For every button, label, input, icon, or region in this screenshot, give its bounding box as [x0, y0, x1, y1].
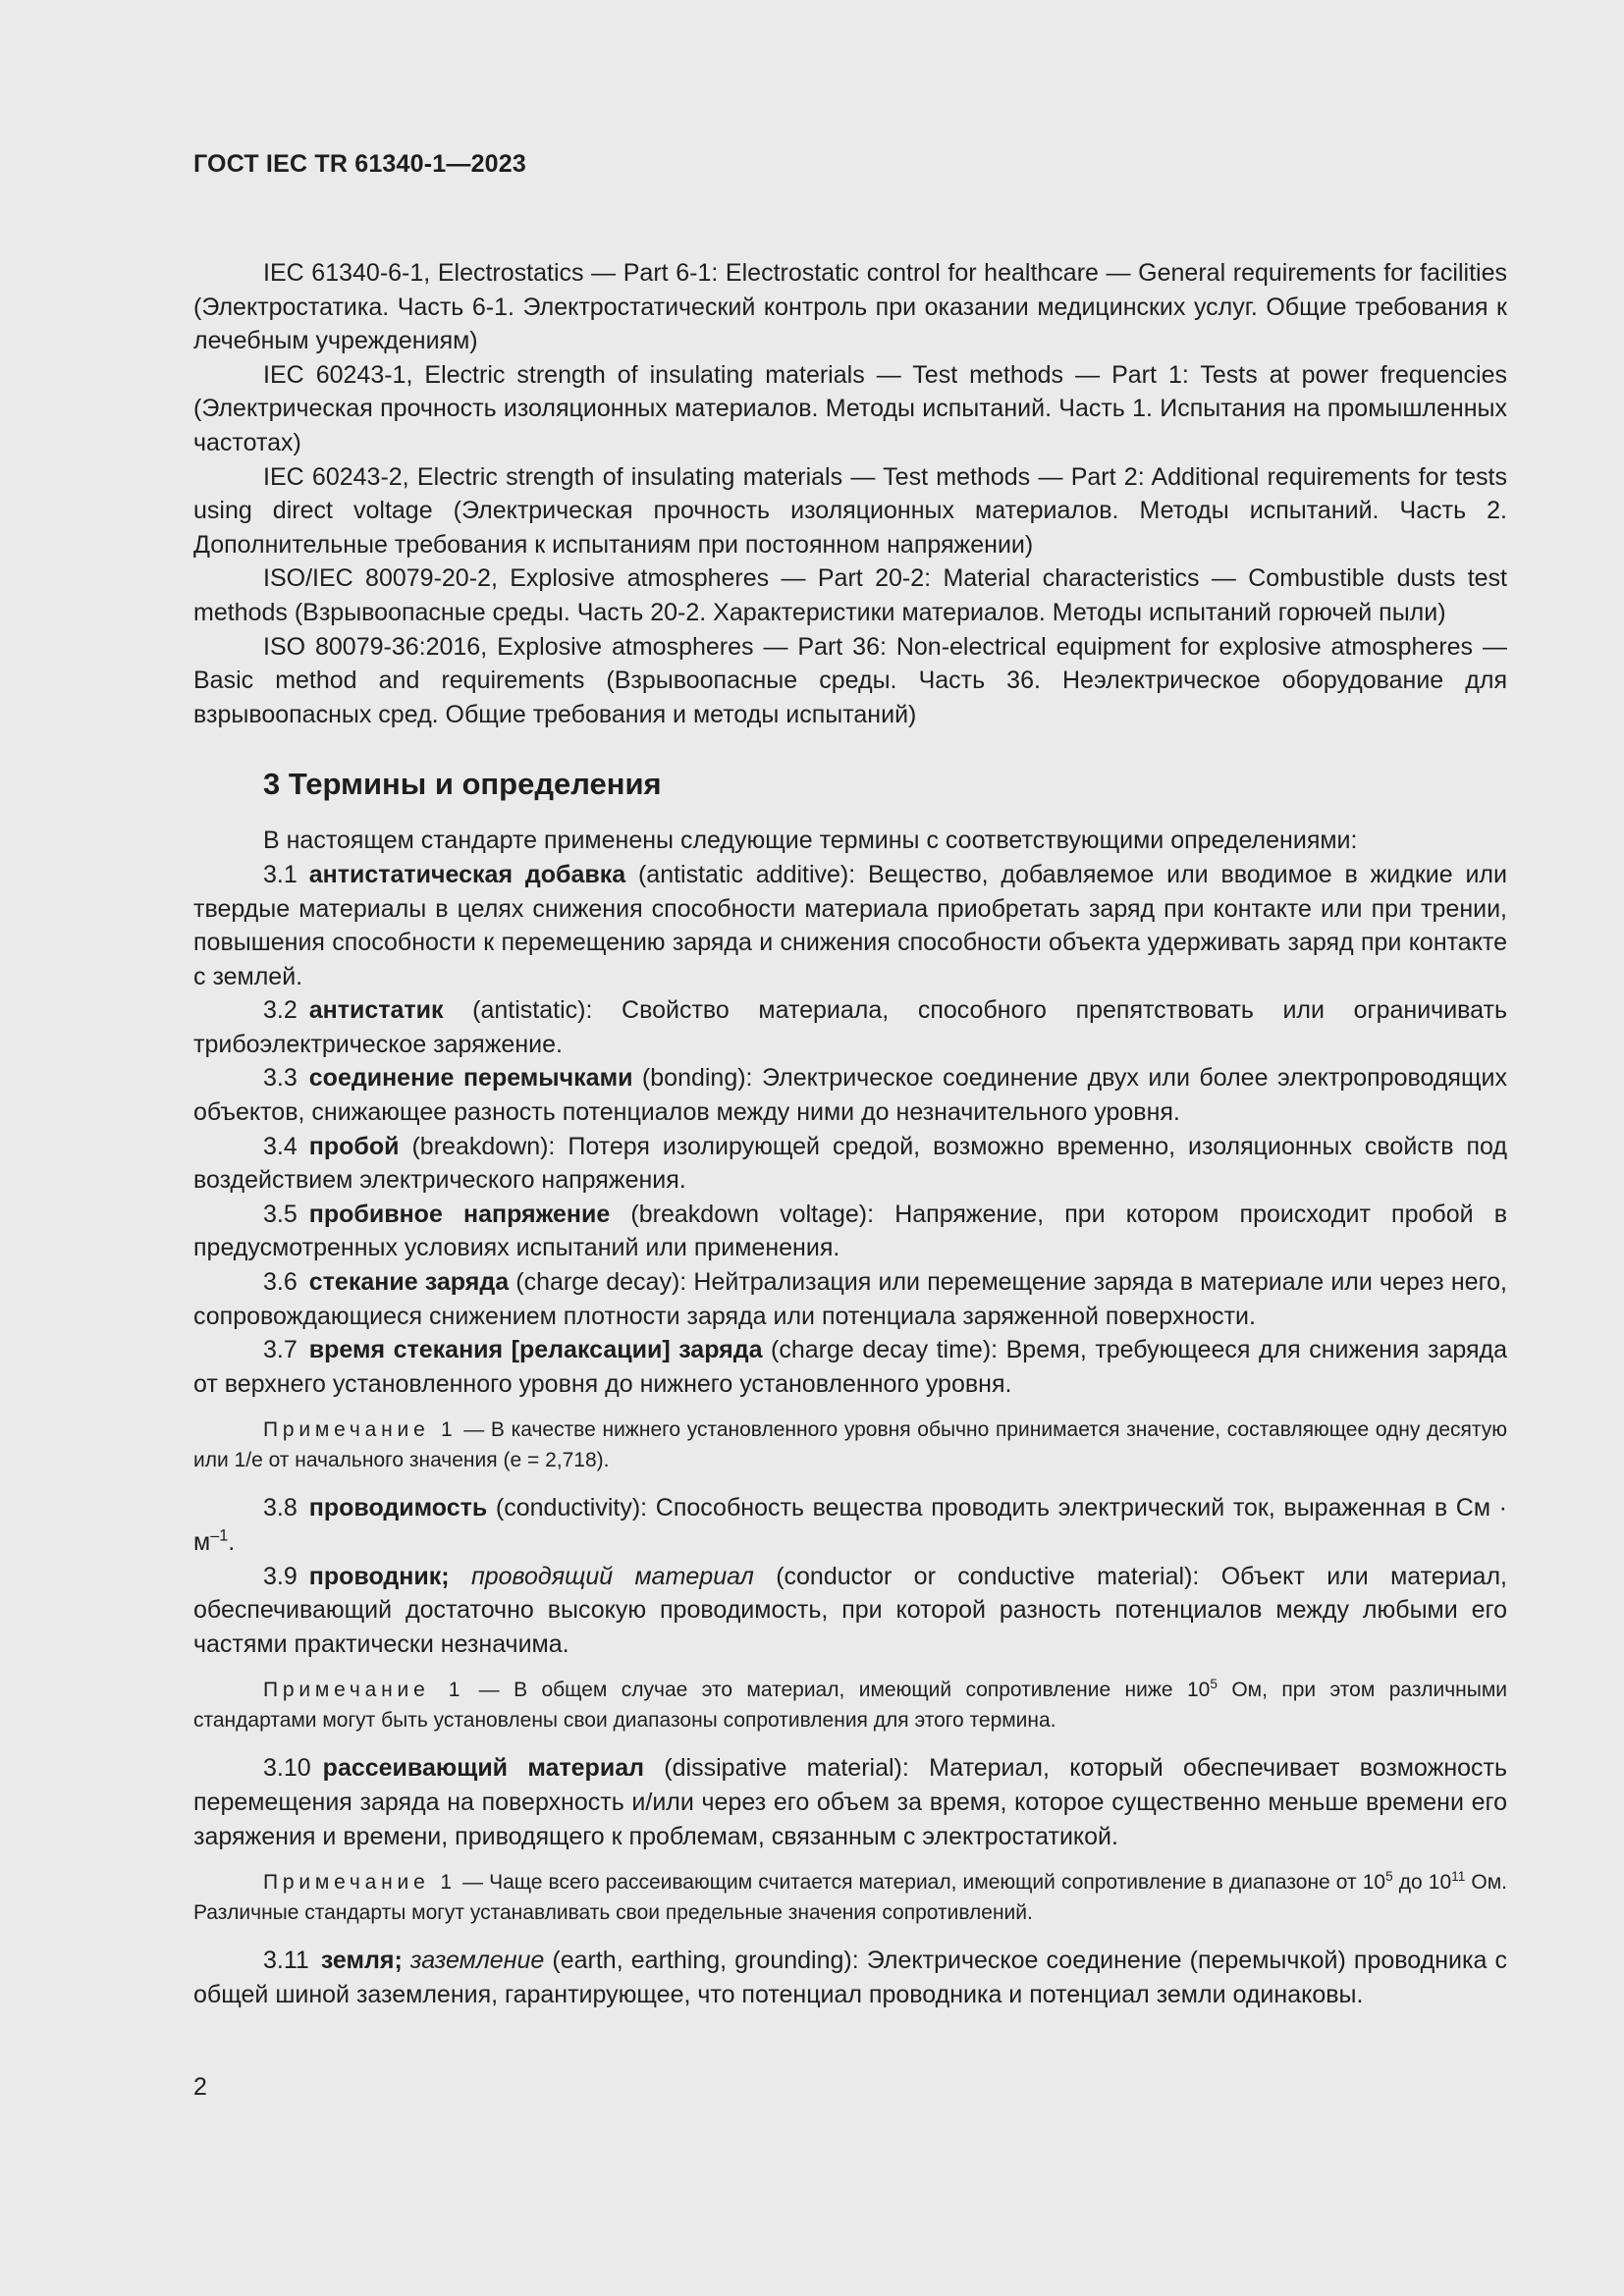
term-3-6: 3.6 стекание заряда (charge decay): Нейтрализация или перемещение заряда в материале или через него, сопровождающиеся снижением плотности заряда или потенциала заряженной поверхности. [193, 1268, 1507, 1330]
term-synonym: проводящий материал [470, 1562, 754, 1590]
term-name: антистатик [308, 996, 444, 1025]
reference-item: ISO/IEC 80079-20-2, Explosive atmospheres — Part 20-2: Material characteristics — Combustible dusts test methods (Взрывоопасные среды. Часть 20-2. Характеристики материалов. Методы испытаний горючей пыли) [193, 564, 1507, 626]
term-name: время стекания [релаксации] заряда [308, 1336, 763, 1364]
term-3-7: 3.7 время стекания [релаксации] заряда (charge decay time): Время, требующееся для снижения заряда от верхнего установленного уровня до нижнего установленного уровня. [193, 1336, 1507, 1398]
reference-item: ISO 80079-36:2016, Explosive atmospheres — Part 36: Non-electrical equipment for explosive atmospheres — Basic method and requirements (Взрывоопасные среды. Часть 36. Неэлектрическое оборудование для взрывоопасных сред. Общие требования и методы испытаний) [193, 632, 1507, 728]
term-3-11: 3.11 земля; заземление (earth, earthing, grounding): Электрическое соединение (перемычкой) проводника с общей шиной заземления, гарантирующее, что потенциал проводника и потенциал земли одинаковы. [193, 1947, 1507, 2008]
term-name: рассеивающий материал [322, 1754, 644, 1783]
term-name: проводимость [308, 1494, 488, 1522]
term-name: антистатическая добавка [308, 860, 626, 888]
term-synonym: заземление [409, 1947, 545, 1975]
references-list [193, 256, 1507, 731]
section-intro: В настоящем стандарте применены следующие термины с соответствующими определениями: [263, 827, 1358, 855]
term-name: пробивное напряжение [308, 1200, 611, 1228]
term-name: земля; [320, 1947, 403, 1975]
note-label: Примечание 1 [263, 1679, 465, 1702]
term-name: проводник; [308, 1562, 450, 1590]
note-3-7: Примечание 1 — В качестве нижнего установленного уровня обычно принимается значение, составляющее одну десятую или 1/e от начального значения (e = 2,718). [193, 1418, 1507, 1472]
term-3-3: 3.3 соединение перемычками (bonding): Электрическое соединение двух или более электропроводящих объектов, снижающее разность потенциалов между ними до незначительного уровня. [193, 1064, 1507, 1127]
note-3-9: Примечание 1 — В общем случае это материал, имеющий сопротивление ниже $10^5$ Ом, при этом различными стандартами могут быть установлены свои диапазоны сопротивления для этого термина. [193, 1677, 1508, 1733]
term-3-1: 3.1 антистатическая добавка (antistatic additive): Вещество, добавляемое или вводимое в жидкие или твердые материалы в целях снижения способности материала приобретать заряд при контакте или при трении, повышения способности к перемещению заряда и снижения способности объекта удерживать заряд при контакте с землей. [193, 860, 1507, 990]
reference-item: IEC 60243-2, Electric strength of insulating materials — Test methods — Part 2: Additional requirements for tests using direct voltage (Электрическая прочность изоляционных материалов. Методы испытаний. Часть 2. Дополнительные требования к испытаниям при постоянном напряжении) [193, 462, 1507, 559]
term-3-8: 3.8 проводимость (conductivity): Способность вещества проводить электрический ток, выраженная в См · $м^{-1}$. [193, 1494, 1507, 1556]
reference-item: IEC 61340-6-1, Electrostatics — Part 6-1: Electrostatic control for healthcare — General requirements for facilities (Электростатика. Часть 6-1. Электростатический контроль при оказании медицинских услуг. Общие требования к лечебным учреждениям) [193, 259, 1507, 355]
term-3-2: 3.2 антистатик (antistatic): Свойство материала, способного препятствовать или ограничивать трибоэлектрическое заряжение. [193, 996, 1507, 1058]
reference-item: IEC 60243-1, Electric strength of insulating materials — Test methods — Part 1: Tests at power frequencies (Электрическая прочность изоляционных материалов. Методы испытаний. Часть 1. Испытания на промышленных частотах) [193, 360, 1507, 456]
term-3-9: 3.9 проводник; проводящий материал (conductor or conductive material): Объект или материал, обеспечивающий достаточно высокую проводимость, при которой разность потенциалов между любыми его частями практически незначима. [193, 1562, 1507, 1658]
document-header: ГОСТ IEC TR 61340-1—2023 [193, 150, 526, 178]
term-name: соединение перемычками [308, 1064, 633, 1093]
section-title: 3 Термины и определения [263, 767, 662, 802]
term-3-10: 3.10 рассеивающий материал (dissipative material): Материал, который обеспечивает возможность перемещения заряда на поверхность и/или через его объем за время, которое существенно меньше времени его заряжения и времени, приводящего к проблемам, связанным с электростатикой. [193, 1754, 1508, 1850]
note-label: Примечание 1 [263, 1418, 458, 1442]
term-name: пробой [308, 1132, 400, 1160]
term-3-4: 3.4 пробой (breakdown): Потеря изолирующей средой, возможно временно, изоляционных свойств под воздействием электрического напряжения. [193, 1132, 1507, 1195]
document-page [193, 147, 1507, 2011]
term-3-5: 3.5 пробивное напряжение (breakdown voltage): Напряжение, при котором происходит пробой в предусмотренных условиях испытаний или применения. [193, 1200, 1507, 1262]
term-name: стекание заряда [308, 1268, 510, 1297]
page-number: 2 [193, 2073, 207, 2101]
note-3-10: Примечание 1 — Чаще всего рассеивающим считается материал, имеющий сопротивление в диапазоне от $10^5$ до $10^{11}$ Ом. Различные стандарты могут устанавливать свои предельные значения сопротивлений. [193, 1869, 1507, 1925]
note-label: Примечание 1 [263, 1871, 457, 1895]
